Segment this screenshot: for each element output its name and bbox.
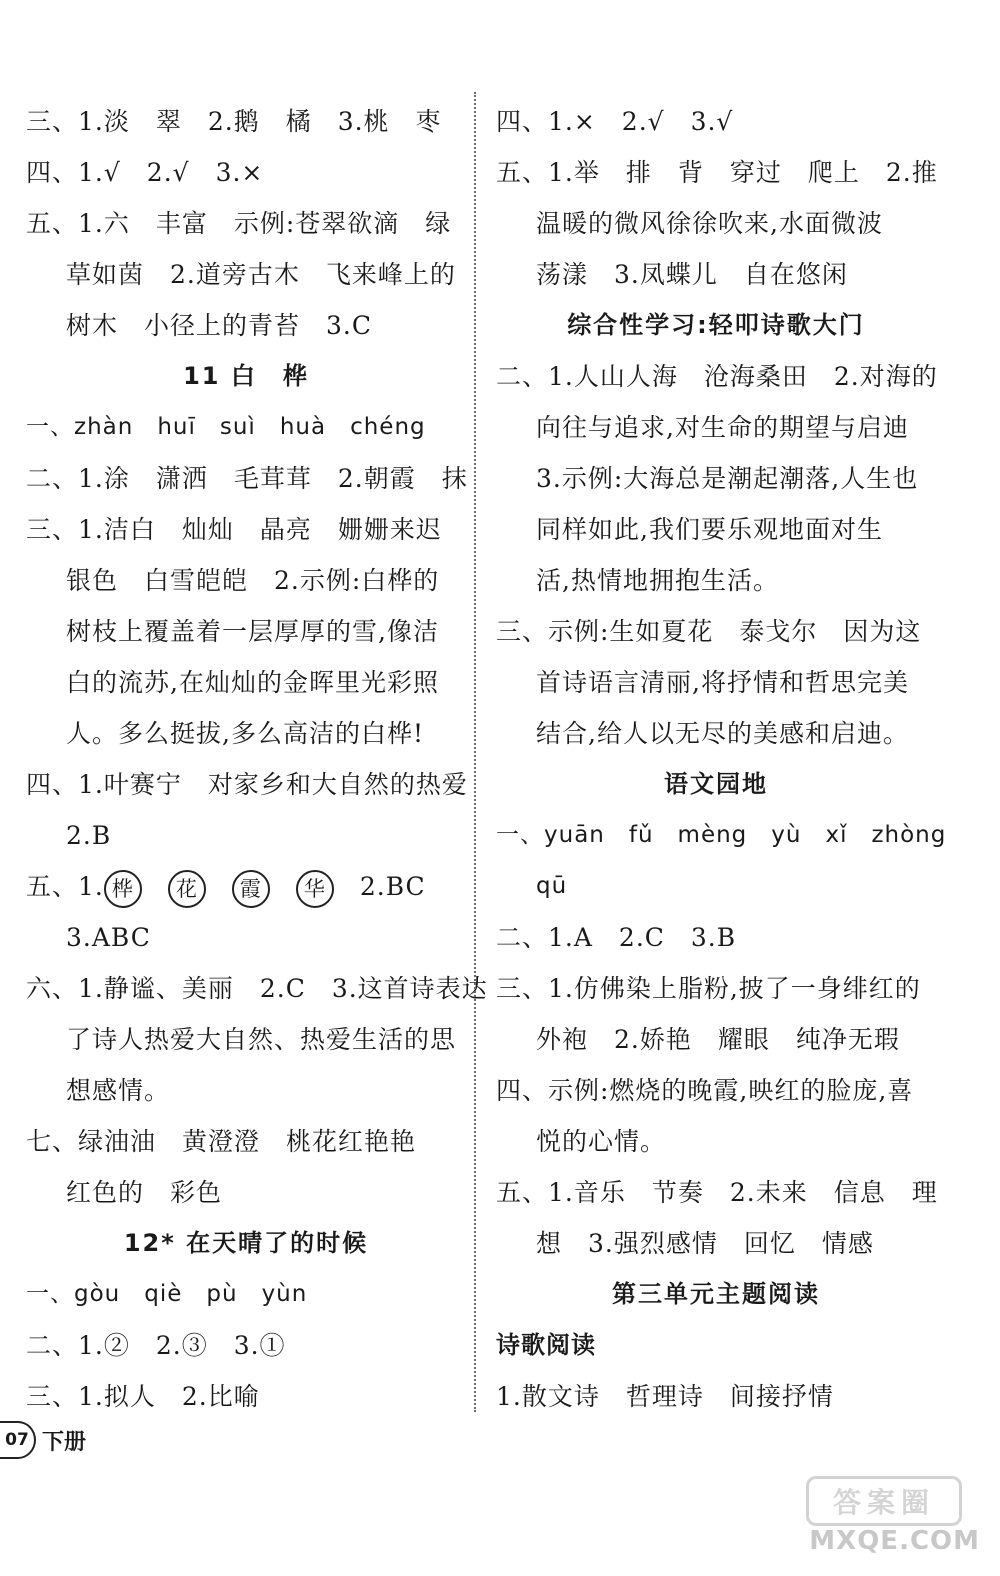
answer-line: 想 3.强烈感情 回忆 情感 (536, 1229, 874, 1258)
answer-line: 一、yuān fǔ mèng yù xǐ zhòng (496, 822, 947, 848)
answer-line: 温暖的微风徐徐吹来,水面微波 (536, 209, 883, 238)
answer-line: 四、1.√ 2.√ 3.× (26, 158, 264, 187)
section-heading: 第三单元主题阅读 (612, 1280, 820, 1308)
answer-line: 3.ABC (66, 923, 151, 952)
circled-character: 花 (168, 870, 206, 908)
answer-line: 向往与追求,对生命的期望与启迪 (536, 413, 909, 442)
section-heading: 综合性学习:轻叩诗歌大门 (567, 311, 865, 339)
answer-line: 了诗人热爱大自然、热爱生活的思 (66, 1025, 457, 1054)
answer-line: 五、1.音乐 节奏 2.未来 信息 理 (496, 1178, 938, 1207)
volume-label: 下册 (42, 1429, 87, 1455)
answer-line: 银色 白雪皑皑 2.示例:白桦的 (66, 566, 440, 595)
answer-line (26, 861, 466, 912)
answer-line: 2.B (66, 821, 112, 850)
section-heading: 12* 在天晴了的时候 (123, 1229, 369, 1257)
answer-line: 五、1.六 丰富 示例:苍翠欲滴 绿 (26, 209, 452, 238)
answer-line: 三、1.洁白 灿灿 晶亮 姗姗来迟 (26, 515, 442, 544)
answer-line: 二、1.② 2.③ 3.① (26, 1331, 286, 1360)
answer-line: 六、1.静谧、美丽 2.C 3.这首诗表达 (26, 974, 488, 1003)
section-heading: 语文园地 (664, 770, 768, 798)
answer-line: 四、1.× 2.√ 3.√ (496, 107, 734, 136)
answer-line: 四、示例:燃烧的晚霞,映红的脸庞,喜 (496, 1076, 914, 1105)
watermark-site: MXQE.COM (809, 1526, 980, 1556)
circled-character: 桦 (104, 870, 142, 908)
watermark-logo: 答案圈 (806, 1476, 962, 1526)
circled-character: 华 (296, 870, 334, 908)
answer-line: 五、1.举 排 背 穿过 爬上 2.推 (496, 158, 938, 187)
answer-line: qū (536, 873, 568, 899)
column-divider (474, 92, 476, 1412)
answer-line: 二、1.涂 潇洒 毛茸茸 2.朝霞 抹 (26, 464, 468, 493)
answer-line: 草如茵 2.道旁古木 飞来峰上的 (66, 260, 456, 289)
answer-line: 一、zhàn huī suì huà chéng (26, 414, 426, 440)
answer-line: 七、绿油油 黄澄澄 桃花红艳艳 (26, 1127, 417, 1156)
answer-text: 五、1. (26, 872, 104, 901)
answer-line: 四、1.叶赛宁 对家乡和大自然的热爱 (26, 770, 468, 799)
answer-line: 想感情。 (66, 1076, 171, 1105)
answer-line: 荡漾 3.凤蝶儿 自在悠闲 (536, 260, 848, 289)
answer-line: 1.散文诗 哲理诗 间接抒情 (496, 1382, 834, 1411)
answer-line: 二、1.人山人海 沧海桑田 2.对海的 (496, 362, 938, 391)
answer-line: 首诗语言清丽,将抒情和哲思完美 (536, 668, 909, 697)
left-column (26, 96, 488, 1422)
answer-line: 一、gòu qiè pù yùn (26, 1281, 308, 1307)
circled-character: 霞 (232, 870, 270, 908)
answer-line: 外袍 2.娇艳 耀眼 纯净无瑕 (536, 1025, 900, 1054)
answer-line: 活,热情地拥抱生活。 (536, 566, 779, 595)
answer-line: 白的流苏,在灿灿的金晖里光彩照 (66, 668, 439, 697)
answer-line: 三、示例:生如夏花 泰戈尔 因为这 (496, 617, 922, 646)
answer-line: 悦的心情。 (536, 1127, 667, 1156)
subsection-heading: 诗歌阅读 (496, 1331, 596, 1359)
answer-line: 树枝上覆盖着一层厚厚的雪,像洁 (66, 617, 439, 646)
answer-line: 三、1.仿佛染上脂粉,披了一身绯红的 (496, 974, 921, 1003)
right-column (496, 96, 947, 1422)
answer-line: 结合,给人以无尽的美感和启迪。 (536, 719, 909, 748)
answer-text: 2.BC (359, 872, 426, 901)
section-heading: 11 白 桦 (183, 362, 309, 390)
page-footer (0, 1420, 86, 1460)
answer-line: 3.示例:大海总是潮起潮落,人生也 (536, 464, 919, 493)
page-number: 07 (0, 1421, 36, 1459)
answer-line: 二、1.A 2.C 3.B (496, 923, 737, 952)
answer-line: 红色的 彩色 (66, 1178, 223, 1207)
answer-line: 树木 小径上的青苔 3.C (66, 311, 372, 340)
answer-line: 同样如此,我们要乐观地面对生 (536, 515, 883, 544)
answer-line: 三、1.拟人 2.比喻 (26, 1382, 260, 1411)
answer-line: 人。多么挺拔,多么高洁的白桦! (66, 719, 424, 748)
answer-line: 三、1.淡 翠 2.鹅 橘 3.桃 枣 (26, 107, 442, 136)
watermark (800, 1476, 980, 1556)
